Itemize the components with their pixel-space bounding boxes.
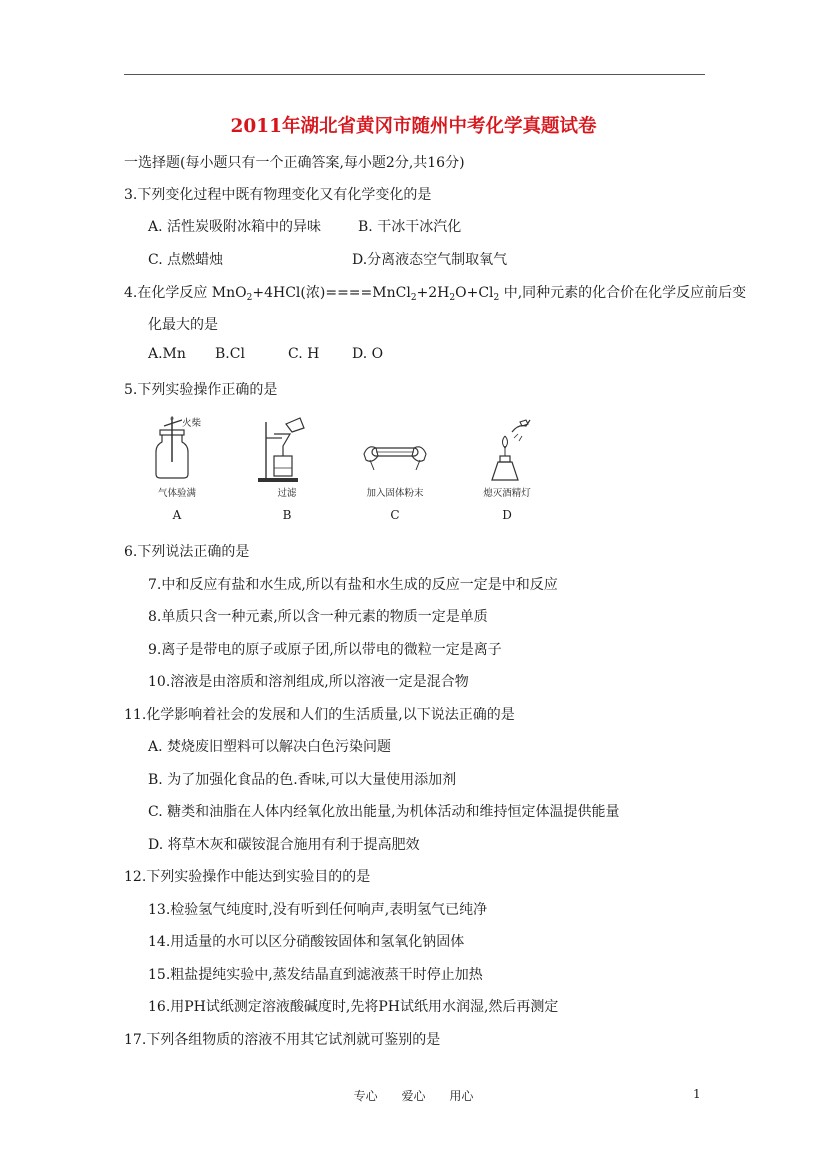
question-6-item: 9.离子是带电的原子或原子团,所以带电的微粒一定是离子 bbox=[148, 642, 502, 658]
question-12-item: 14.用适量的水可以区分硝酸铵固体和氢氧化钠固体 bbox=[148, 934, 465, 950]
figure-d-letter: D bbox=[502, 508, 512, 522]
question-11-option: D. 将草木灰和碳铵混合施用有利于提高肥效 bbox=[148, 837, 420, 853]
question-11-option: A. 焚烧废旧塑料可以解决白色污染问题 bbox=[148, 739, 392, 755]
question-6-item: 10.溶液是由溶质和溶剂组成,所以溶液一定是混合物 bbox=[148, 674, 469, 690]
page-number: 1 bbox=[693, 1087, 701, 1101]
footer-text: 爱心 bbox=[401, 1089, 426, 1103]
figure-b bbox=[252, 414, 322, 526]
footer-text: 用心 bbox=[449, 1089, 474, 1103]
gas-bottle-icon bbox=[142, 414, 212, 486]
question-3-option-c: C. 点燃蜡烛 bbox=[148, 252, 224, 268]
figure-c-letter: C bbox=[390, 508, 400, 522]
question-4-option-d: D. O bbox=[352, 346, 384, 362]
question-6-stem: 6.下列说法正确的是 bbox=[124, 544, 250, 560]
figure-b-caption: 过滤 bbox=[277, 488, 297, 499]
question-4-stem: 4.在化学反应 MnO$_2$+4HCl(浓)$====MnCl_2+2H_2O+Cl_2$ 中,同种元素的化合价在化学反应前后变 bbox=[124, 285, 747, 303]
page-footer bbox=[0, 1087, 827, 1104]
question-4-option-c: C. H bbox=[288, 346, 320, 362]
question-6-item: 7.中和反应有盐和水生成,所以有盐和水生成的反应一定是中和反应 bbox=[148, 577, 558, 593]
question-12-item: 15.粗盐提纯实验中,蒸发结晶直到滤液蒸干时停止加热 bbox=[148, 967, 483, 983]
figure-a-letter: A bbox=[172, 508, 182, 522]
figure-a-caption: 气体验满 bbox=[157, 488, 196, 499]
figure-d-caption: 熄灭酒精灯 bbox=[483, 488, 531, 499]
question-11-option: B. 为了加强化食品的色.香味,可以大量使用添加剂 bbox=[148, 772, 457, 788]
question-3-option-b: B. 干冰干冰汽化 bbox=[358, 219, 462, 235]
figure-d bbox=[472, 414, 542, 526]
question-3-option-a: A. 活性炭吸附冰箱中的异味 bbox=[148, 219, 322, 235]
header-rule bbox=[124, 74, 705, 75]
footer-text: 专心 bbox=[353, 1089, 378, 1103]
filtration-icon bbox=[252, 414, 322, 486]
section-heading: 一选择题(每小题只有一个正确答案,每小题2分,共16分) bbox=[124, 155, 465, 171]
question-3-stem: 3.下列变化过程中既有物理变化又有化学变化的是 bbox=[124, 187, 432, 203]
test-tube-icon bbox=[360, 414, 430, 486]
question-5-stem: 5.下列实验操作正确的是 bbox=[124, 382, 278, 398]
question-12-item: 13.检验氢气纯度时,没有听到任何响声,表明氢气已纯净 bbox=[148, 902, 488, 918]
figure-a bbox=[142, 414, 212, 526]
question-4-option-b: B.Cl bbox=[215, 346, 245, 362]
question-11-option: C. 糖类和油脂在人体内经氧化放出能量,为机体活动和维持恒定体温提供能量 bbox=[148, 804, 620, 820]
question-11-stem: 11.化学影响着社会的发展和人们的生活质量,以下说法正确的是 bbox=[124, 707, 515, 723]
question-12-item: 16.用PH试纸测定溶液酸碱度时,先将PH试纸用水润湿,然后再测定 bbox=[148, 999, 559, 1015]
question-4-option-a: A.Mn bbox=[148, 346, 186, 362]
question-5-figures bbox=[142, 414, 562, 526]
question-12-stem: 12.下列实验操作中能达到实验目的的是 bbox=[124, 869, 371, 885]
figure-c bbox=[360, 414, 430, 526]
question-17-stem: 17.下列各组物质的溶液不用其它试剂就可鉴别的是 bbox=[124, 1032, 441, 1048]
match-label: 火柴 bbox=[182, 418, 202, 429]
figure-c-caption: 加入固体粉末 bbox=[366, 488, 424, 499]
question-6-item: 8.单质只含一种元素,所以含一种元素的物质一定是单质 bbox=[148, 609, 488, 625]
question-4-stem-continued: 化最大的是 bbox=[148, 317, 218, 333]
alcohol-lamp-icon bbox=[472, 414, 542, 486]
figure-b-letter: B bbox=[282, 508, 292, 522]
page-title: 2011年湖北省黄冈市随州中考化学真题试卷 bbox=[230, 116, 597, 137]
question-3-option-d: D.分离液态空气制取氧气 bbox=[352, 252, 508, 268]
